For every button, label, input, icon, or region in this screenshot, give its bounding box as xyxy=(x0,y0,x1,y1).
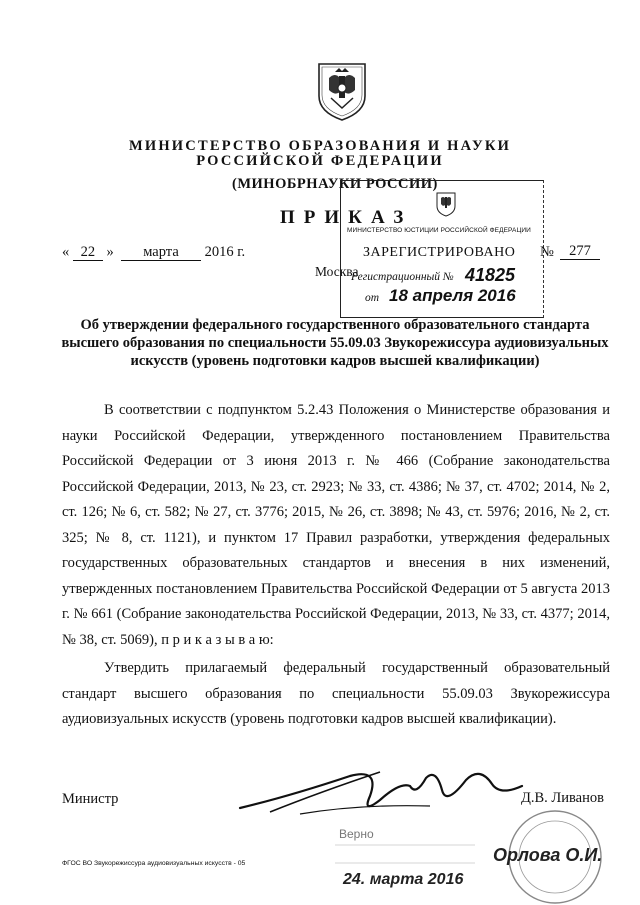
stamp-reg-label: Регистрационный № xyxy=(351,271,454,283)
stamp-emblem-icon xyxy=(433,189,459,217)
order-number-sign: № xyxy=(540,244,554,260)
order-title: Об утверждении федерального государственного образовательного стандарта высшего образования по специальности 55.09.03 Звукорежиссура аудиовизуальных искусств (уровень подготовки кадров высшей квалификации) xyxy=(61,317,609,369)
signatory-name: Д.В. Ливанов xyxy=(521,790,604,806)
quote-open: « xyxy=(62,244,70,260)
order-city: Москва xyxy=(315,264,359,279)
document-type-heading: ПРИКАЗ xyxy=(280,207,413,228)
ministry-short-name: (МИНОБРНАУКИ РОССИИ) xyxy=(232,176,438,192)
stamp-registered: ЗАРЕГИСТРИРОВАНО xyxy=(363,245,516,260)
signatory-position: Министр xyxy=(62,791,119,807)
copy-verified-word: Верно xyxy=(339,827,374,841)
stamp-reg-number: 41825 xyxy=(465,265,516,285)
stamp-organization: МИНИСТЕРСТВО ЮСТИЦИИ РОССИЙСКОЙ ФЕДЕРАЦИИ xyxy=(347,227,531,234)
copy-certification-stamp xyxy=(325,805,635,905)
quote-close: » xyxy=(106,244,114,260)
stamp-date-value: 18 апреля 2016 xyxy=(389,286,516,305)
ministry-name-line1: МИНИСТЕРСТВО ОБРАЗОВАНИЯ И НАУКИ xyxy=(128,138,512,154)
copy-handwritten-date: 24. марта 2016 xyxy=(343,871,464,888)
registration-stamp xyxy=(340,180,544,318)
body-paragraph-2: Утвердить прилагаемый федеральный государственный образовательный стандарт высшего образования по специальности 55.09.03 Звукорежиссура аудиовизуальных искусств (уровень подготовки кадров высшей квалификации). xyxy=(62,660,610,727)
order-number: 277 xyxy=(560,244,600,260)
order-month: марта xyxy=(121,245,201,261)
stamp-date-prefix: от xyxy=(365,292,380,304)
body-paragraph-1: В соответствии с подпунктом 5.2.43 Положения о Министерстве образования и науки Российской Федерации, утвержденного постановлением Правительства Российской Федерации от 3 июня 2013 г. № 466 (Собрание законодательства Российской Федерации, 2013, № 23, ст. 2923; № 33, ст. 4386; № 37, ст. 4702; 2014, № 2, ст. 126; № 6, ст. 582; № 27, ст. 3776; 2015, № 26, ст. 3898; № 43, ст. 5976; 2016, № 2, ст. 325; № 8, ст. 1121), и пунктом 17 Правил разработки, утверждения федеральных государственных образовательных стандартов и внесения в них изменений, утвержденных постановлением Правительства Российской Федерации от 5 августа 2013 г. № 661 (Собрание законодательства Российской Федерации, 2013, № 33, ст. 4377; 2014, № 38, ст. 5069), п р и к а з ы в а ю: xyxy=(62,402,610,648)
ministry-name-line2: РОССИЙСКОЙ ФЕДЕРАЦИИ xyxy=(196,153,444,169)
coat-of-arms-icon xyxy=(313,58,371,122)
order-year: 2016 г. xyxy=(204,244,246,260)
order-day: 22 xyxy=(73,245,103,261)
order-date xyxy=(62,244,245,261)
copy-handwritten-name: Орлова О.И. xyxy=(493,845,603,865)
document-footer: ФГОС ВО Звукорежиссура аудиовизуальных искусств - 05 xyxy=(62,860,246,867)
